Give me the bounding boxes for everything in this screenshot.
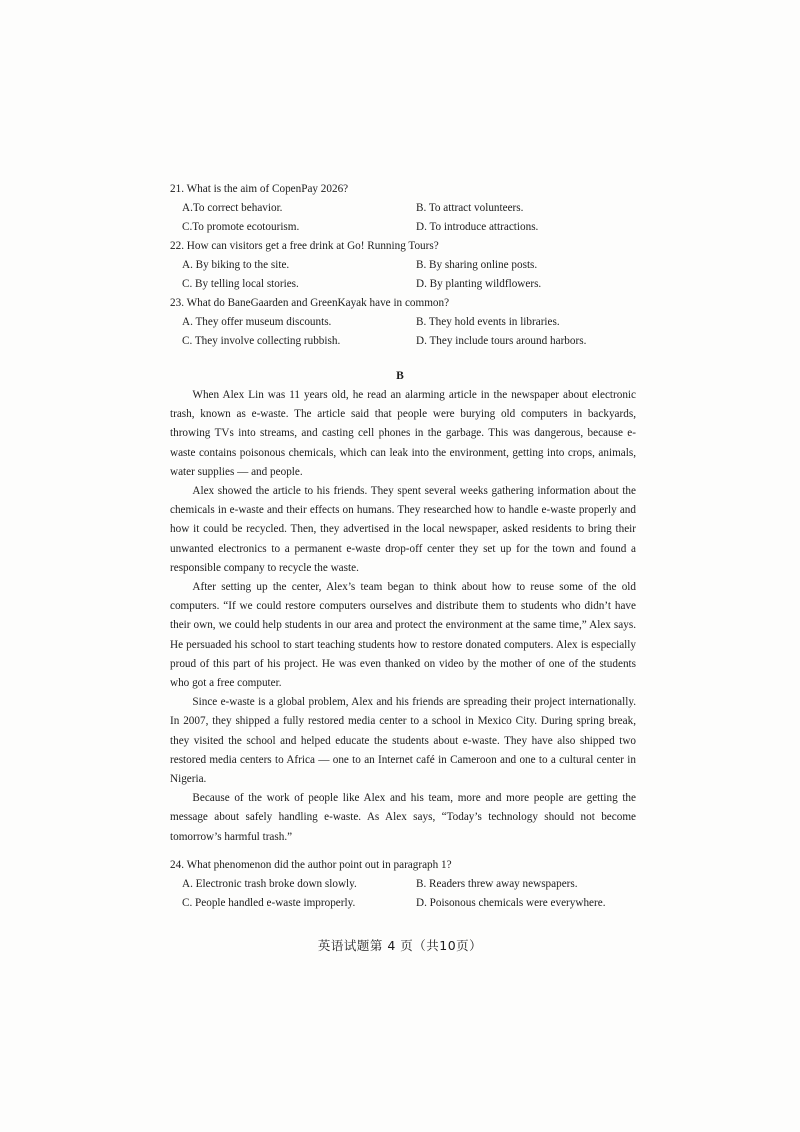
reading-passage: [170, 386, 636, 847]
passage-paragraph-3: After setting up the center, Alex’s team began to think about how to reuse some of the old computers. “If we could restore computers ourselves and distribute them to students who didn’t have their own, we could help students in our area and protect the environment at the same time,” Alex says. He persuaded his school to start teaching students how to restore donated computers. Alex is especially proud of this part of his project. He was even thanked on video by the mother of one of the students who got a free computer.: [170, 581, 636, 690]
passage-paragraph-4: Since e-waste is a global problem, Alex and his friends are spreading their project internationally. In 2007, they shipped a fully restored media center to a school in Mexico City. During spring break, they visited the school and helped educate the students about e-waste. They have also shipped two restored media centers to Africa — one to an Internet café in Cameroon and one to a cultural center in Nigeria.: [170, 696, 636, 786]
question-21-stem: 21. What is the aim of CopenPay 2026?: [170, 183, 349, 195]
question-23-option-a: A. They offer museum discounts.: [182, 316, 332, 328]
section-heading: B: [396, 370, 404, 382]
question-23-options-row-1: [170, 313, 640, 332]
question-22-option-d: D. By planting wildflowers.: [416, 278, 542, 290]
question-24-option-d: D. Poisonous chemicals were everywhere.: [416, 897, 606, 909]
question-21-options-row-2: [170, 218, 640, 237]
passage-paragraph-1: When Alex Lin was 11 years old, he read an alarming article in the newspaper about electronic trash, known as e-waste. The article said that people were burying old computers in backyards, throwing TVs into streams, and casting cell phones in the garbage. This was dangerous, because e-waste contains poisonous chemicals, which can leak into the environment, getting into crops, animals, water supplies — and people.: [170, 389, 636, 478]
question-23-options-row-2: [170, 332, 640, 351]
question-23-option-b: B. They hold events in libraries.: [416, 316, 560, 328]
page-footer: 英语试题第 4 页（共10页）: [317, 938, 483, 953]
question-21-option-d: D. To introduce attractions.: [416, 221, 539, 233]
question-24-stem: 24. What phenomenon did the author point out in paragraph 1?: [170, 859, 452, 871]
question-21-option-a: A.To correct behavior.: [182, 202, 283, 214]
passage-paragraph-5: Because of the work of people like Alex and his team, more and more people are getting the message about safely handling e-waste. As Alex says, “Today’s technology should not become tomorrow’s harmful trash.”: [170, 792, 636, 843]
question-24-options-row-2: [170, 894, 640, 913]
question-22-option-a: A. By biking to the site.: [182, 259, 290, 271]
question-23-option-c: C. They involve collecting rubbish.: [182, 335, 341, 347]
question-24: [170, 856, 640, 913]
question-21-options-row-1: [170, 199, 640, 218]
question-23-stem: 23. What do BaneGaarden and GreenKayak have in common?: [170, 297, 450, 309]
question-24-option-a: A. Electronic trash broke down slowly.: [182, 878, 357, 890]
question-24-options-row-1: [170, 875, 640, 894]
question-21-option-b: B. To attract volunteers.: [416, 202, 524, 214]
question-23-option-d: D. They include tours around harbors.: [416, 335, 587, 347]
question-24-option-b: B. Readers threw away newspapers.: [416, 878, 578, 890]
questions-21-23: [170, 180, 640, 351]
question-22-options-row-2: [170, 275, 640, 294]
question-22-option-b: B. By sharing online posts.: [416, 259, 538, 271]
question-22-stem: 22. How can visitors get a free drink at Go! Running Tours?: [170, 240, 439, 252]
question-24-option-c: C. People handled e-waste improperly.: [182, 897, 356, 909]
question-22-options-row-1: [170, 256, 640, 275]
question-22-option-c: C. By telling local stories.: [182, 278, 299, 290]
question-21-option-c: C.To promote ecotourism.: [182, 221, 300, 233]
passage-paragraph-2: Alex showed the article to his friends. They spent several weeks gathering information about the chemicals in e-waste and their effects on humans. They researched how to handle e-waste properly and how it could be recycled. Then, they advertised in the local newspaper, asked residents to bring their unwanted electronics to a permanent e-waste drop-off center they set up for the town and found a responsible company to recycle the waste.: [170, 485, 636, 574]
